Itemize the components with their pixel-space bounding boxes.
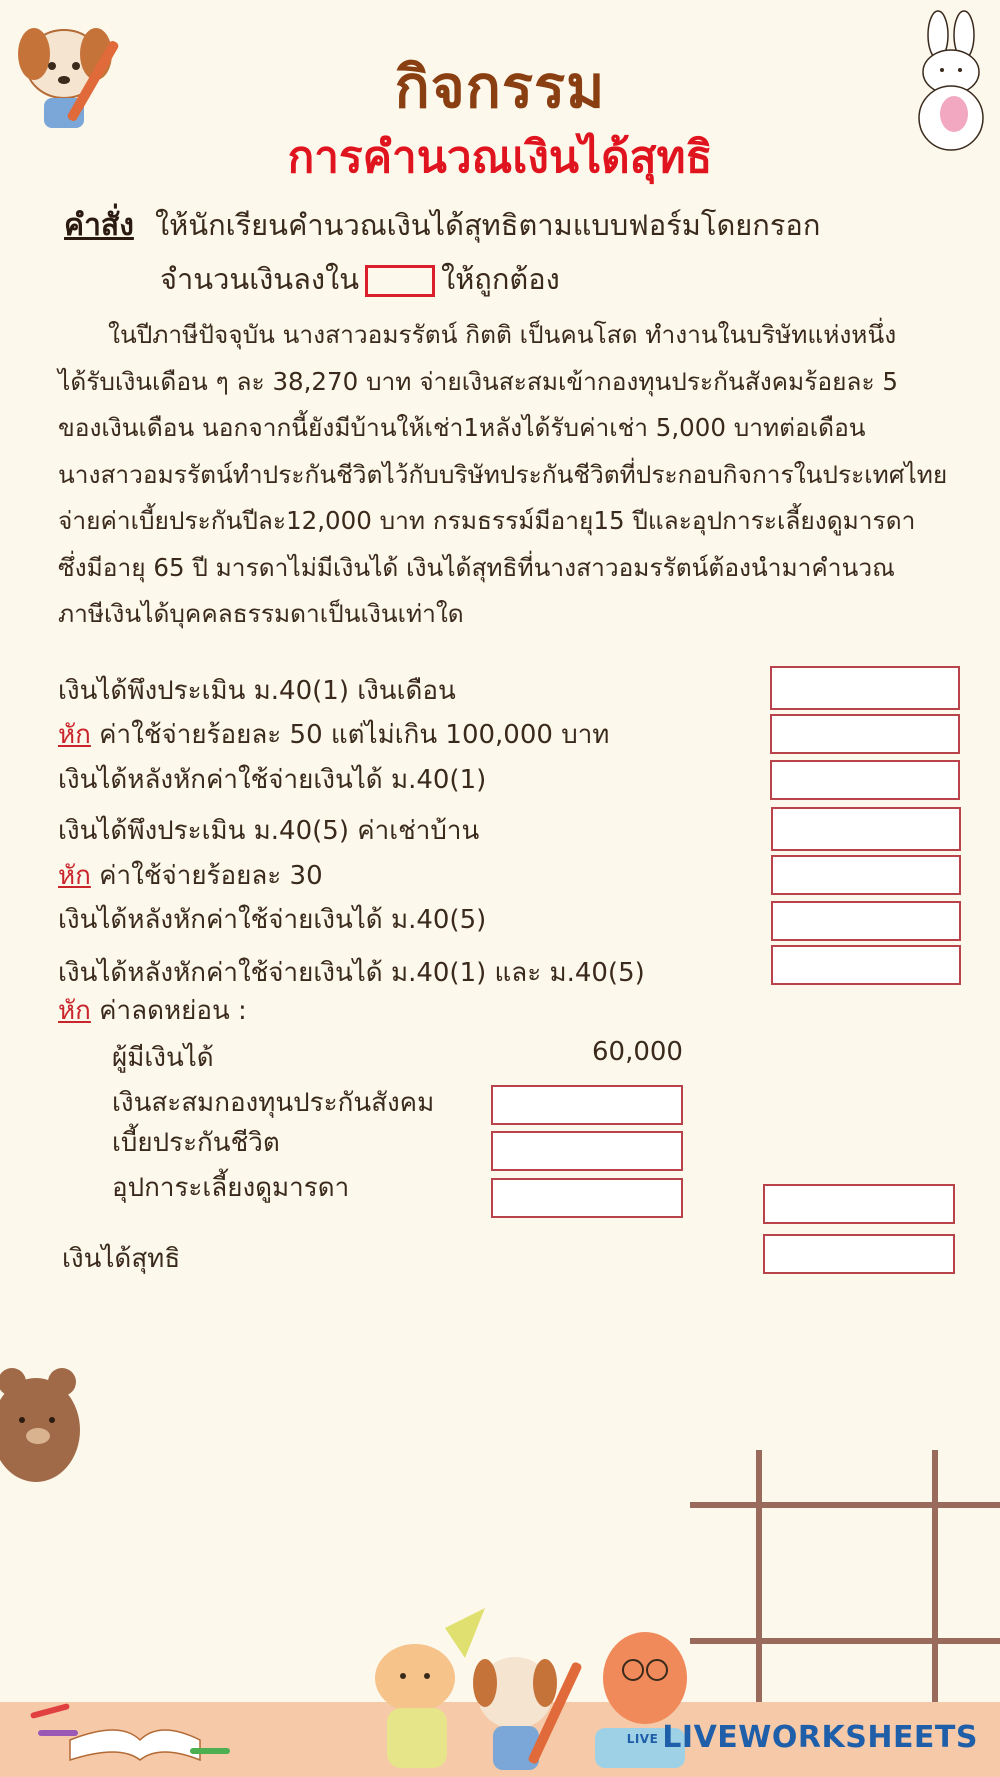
row-rent-income: เงินได้พึงประเมิน ม.40(5) ค่าเช่าบ้าน [58, 816, 480, 846]
answer-rent-expense[interactable] [771, 855, 961, 895]
answer-salary-income[interactable] [770, 666, 960, 710]
liveworksheets-logo-mark: LIVE [626, 1731, 659, 1746]
problem-line: ซึ่งมีอายุ 65 ปี มารดาไม่มีเงินได้ เงินได้สุทธิที่นางสาวอมรรัตน์ต้องนำมาคำนวณ [58, 552, 895, 582]
problem-line: ของเงินเดือน นอกจากนี้ยังมีบ้านให้เช่า1หลังได้รับค่าเช่า 5,000 บาทต่อเดือน [58, 413, 866, 442]
deduct-label: หัก [58, 861, 91, 891]
instruction-line2 [160, 256, 560, 302]
row-allowances [58, 990, 247, 1031]
page-title: กิจกรรม [394, 53, 606, 121]
problem-paragraph [58, 312, 988, 638]
problem-line: นางสาวอมรรัตน์ทำประกันชีวิตไว้กับบริษัทประกันชีวิตที่ประกอบกิจการในประเทศไทย [58, 459, 948, 489]
allowance-self-label: ผู้มีเงินได้ [112, 1043, 214, 1073]
window-frame [690, 1450, 1000, 1702]
answer-allowance-social[interactable] [491, 1085, 683, 1125]
allowance-self-value: 60,000 [592, 1037, 683, 1067]
page-subtitle: การคำนวณเงินได้สุทธิ [287, 132, 713, 183]
problem-line: ภาษีเงินได้บุคคลธรรมดาเป็นเงินเท่าใด [58, 599, 464, 628]
net-income-label: เงินได้สุทธิ [62, 1244, 181, 1274]
problem-line: ได้รับเงินเดือน ๆ ละ 38,270 บาท จ่ายเงินสะสมเข้ากองทุนประกันสังคมร้อยละ 5 [58, 366, 898, 396]
problem-line: จ่ายค่าเบี้ยประกันปีละ12,000 บาท กรมธรรม์มีอายุ15 ปีและอุปการะเลี้ยงดูมารดา [58, 506, 916, 535]
instruction-label: คำสั่ง [64, 208, 134, 243]
row-total-after-expense: เงินได้หลังหักค่าใช้จ่ายเงินได้ ม.40(1) และ ม.40(5) [58, 958, 645, 988]
answer-total-allowance[interactable] [763, 1184, 955, 1224]
row-rent-after-expense: เงินได้หลังหักค่าใช้จ่ายเงินได้ ม.40(5) [58, 905, 487, 935]
problem-line: ในปีภาษีปัจจุบัน นางสาวอมรรัตน์ กิตติ เป็นคนโสด ทำงานในบริษัทแห่งหนึ่ง [108, 320, 897, 349]
answer-salary-expense[interactable] [770, 714, 960, 754]
answer-total-after-expense[interactable] [771, 945, 961, 985]
row-salary-expense [58, 714, 609, 755]
allowance-life-label: เบี้ยประกันชีวิต [112, 1128, 280, 1158]
answer-net-income[interactable] [763, 1234, 955, 1274]
instruction-line2-before: จำนวนเงินลงใน [160, 262, 360, 296]
bear-sticker [0, 1360, 85, 1510]
answer-rent-after-expense[interactable] [771, 901, 961, 941]
liveworksheets-brand [627, 1720, 978, 1755]
allowance-social-label: เงินสะสมกองทุนประกันสังคม [112, 1088, 435, 1118]
book-sticker [30, 1700, 250, 1770]
instruction-line2-after: ให้ถูกต้อง [441, 262, 560, 296]
answer-salary-after-expense[interactable] [770, 760, 960, 800]
liveworksheets-brand-text: LIVEWORKSHEETS [662, 1720, 978, 1755]
sample-answer-box [365, 265, 435, 297]
instruction-line1: ให้นักเรียนคำนวณเงินได้สุทธิตามแบบฟอร์มโดยกรอก [155, 208, 821, 242]
row-allowances-text: ค่าลดหย่อน : [99, 996, 247, 1026]
deduct-label: หัก [58, 996, 91, 1026]
row-rent-expense-text: ค่าใช้จ่ายร้อยละ 30 [99, 861, 323, 891]
allowance-mother-label: อุปการะเลี้ยงดูมารดา [112, 1173, 350, 1203]
row-salary-expense-text: ค่าใช้จ่ายร้อยละ 50 แต่ไม่เกิน 100,000 บาท [99, 720, 610, 750]
row-rent-expense [58, 855, 323, 896]
answer-rent-income[interactable] [771, 807, 961, 851]
answer-allowance-life[interactable] [491, 1131, 683, 1171]
row-salary-income: เงินได้พึงประเมิน ม.40(1) เงินเดือน [58, 676, 456, 706]
deduct-label: หัก [58, 720, 91, 750]
row-salary-after-expense: เงินได้หลังหักค่าใช้จ่ายเงินได้ ม.40(1) [58, 765, 487, 795]
answer-allowance-mother[interactable] [491, 1178, 683, 1218]
